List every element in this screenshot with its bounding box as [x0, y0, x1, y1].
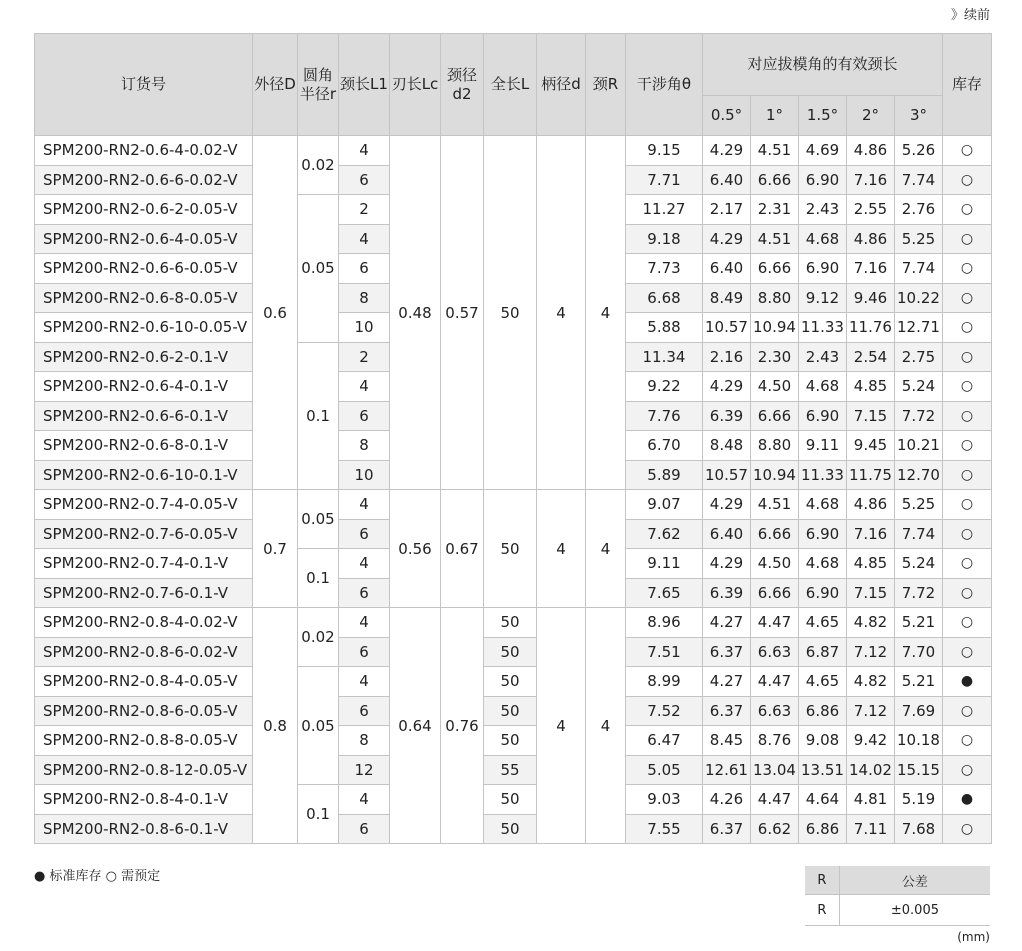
- neck-length: 6: [339, 401, 390, 431]
- neck-length: 6: [339, 165, 390, 195]
- effective-length: 6.90: [799, 165, 847, 195]
- table-row: [35, 637, 992, 667]
- effective-length: 6.66: [751, 401, 799, 431]
- effective-length: 4.68: [799, 490, 847, 520]
- effective-length: 4.26: [703, 785, 751, 815]
- interference-angle: 9.15: [626, 136, 703, 166]
- effective-length: 6.90: [799, 254, 847, 284]
- effective-length: 6.90: [799, 578, 847, 608]
- table-row: [35, 136, 992, 166]
- header-outer-diameter: 外径D: [253, 34, 298, 136]
- stock-status: ○: [943, 637, 992, 667]
- effective-length: 7.12: [847, 696, 895, 726]
- stock-status: ○: [943, 224, 992, 254]
- unit-label: (mm): [957, 930, 990, 944]
- corner-radius: 0.05: [298, 490, 339, 549]
- interference-angle: 7.55: [626, 814, 703, 844]
- shank-diameter: 4: [537, 136, 586, 490]
- overall-length: 50: [484, 696, 537, 726]
- interference-angle: 11.27: [626, 195, 703, 225]
- stock-status: ○: [943, 519, 992, 549]
- effective-length: 5.24: [895, 549, 943, 579]
- effective-length: 9.08: [799, 726, 847, 756]
- effective-length: 2.43: [799, 342, 847, 372]
- effective-length: 5.26: [895, 136, 943, 166]
- stock-status: ○: [943, 431, 992, 461]
- effective-length: 6.66: [751, 254, 799, 284]
- part-number: SPM200-RN2-0.6-10-0.1-V: [35, 460, 253, 490]
- interference-angle: 6.47: [626, 726, 703, 756]
- stock-status: ○: [943, 549, 992, 579]
- stock-status: ○: [943, 283, 992, 313]
- header-angle-3: 3°: [895, 96, 943, 136]
- effective-length: 7.68: [895, 814, 943, 844]
- effective-length: 4.85: [847, 372, 895, 402]
- header-angle-1.5: 1.5°: [799, 96, 847, 136]
- tolerance-header-r: R: [805, 866, 839, 895]
- neck-length: 8: [339, 283, 390, 313]
- product-table-body: [35, 136, 992, 844]
- header-flute-length: 刃长Lc: [390, 34, 441, 136]
- effective-length: 6.86: [799, 696, 847, 726]
- effective-length: 6.87: [799, 637, 847, 667]
- part-number: SPM200-RN2-0.8-6-0.02-V: [35, 637, 253, 667]
- effective-length: 11.75: [847, 460, 895, 490]
- header-effective-length: 对应拔模角的有效颈长: [703, 34, 943, 96]
- effective-length: 7.72: [895, 578, 943, 608]
- neck-r: 4: [586, 490, 626, 608]
- effective-length: 7.15: [847, 578, 895, 608]
- header-angle-0.5: 0.5°: [703, 96, 751, 136]
- neck-length: 4: [339, 136, 390, 166]
- interference-angle: 11.34: [626, 342, 703, 372]
- part-number: SPM200-RN2-0.6-2-0.1-V: [35, 342, 253, 372]
- effective-length: 5.21: [895, 608, 943, 638]
- neck-length: 2: [339, 195, 390, 225]
- effective-length: 2.75: [895, 342, 943, 372]
- stock-status: ○: [943, 608, 992, 638]
- effective-length: 4.29: [703, 549, 751, 579]
- effective-length: 4.86: [847, 224, 895, 254]
- interference-angle: 9.11: [626, 549, 703, 579]
- header-interference-angle: 干涉角θ: [626, 34, 703, 136]
- part-number: SPM200-RN2-0.6-2-0.05-V: [35, 195, 253, 225]
- effective-length: 2.30: [751, 342, 799, 372]
- effective-length: 2.76: [895, 195, 943, 225]
- effective-length: 4.65: [799, 667, 847, 697]
- effective-length: 2.16: [703, 342, 751, 372]
- stock-status: ○: [943, 372, 992, 402]
- interference-angle: 7.71: [626, 165, 703, 195]
- corner-radius: 0.1: [298, 549, 339, 608]
- effective-length: 4.29: [703, 224, 751, 254]
- effective-length: 6.86: [799, 814, 847, 844]
- effective-length: 8.49: [703, 283, 751, 313]
- effective-length: 10.22: [895, 283, 943, 313]
- outer-diameter: 0.6: [253, 136, 298, 490]
- neck-length: 4: [339, 549, 390, 579]
- effective-length: 4.81: [847, 785, 895, 815]
- effective-length: 10.94: [751, 313, 799, 343]
- effective-length: 4.47: [751, 667, 799, 697]
- stock-legend: ● 标准库存 ○ 需预定: [34, 869, 161, 884]
- effective-length: 4.27: [703, 608, 751, 638]
- part-number: SPM200-RN2-0.8-6-0.05-V: [35, 696, 253, 726]
- overall-length: 50: [484, 637, 537, 667]
- stock-status: ○: [943, 401, 992, 431]
- table-row: [35, 785, 992, 815]
- neck-length: 8: [339, 726, 390, 756]
- stock-status: ○: [943, 254, 992, 284]
- part-number: SPM200-RN2-0.6-4-0.05-V: [35, 224, 253, 254]
- effective-length: 9.11: [799, 431, 847, 461]
- stock-status: ○: [943, 195, 992, 225]
- interference-angle: 7.65: [626, 578, 703, 608]
- effective-length: 6.90: [799, 401, 847, 431]
- overall-length: 50: [484, 490, 537, 608]
- interference-angle: 5.89: [626, 460, 703, 490]
- effective-length: 7.74: [895, 254, 943, 284]
- part-number: SPM200-RN2-0.7-4-0.05-V: [35, 490, 253, 520]
- effective-length: 8.76: [751, 726, 799, 756]
- effective-length: 6.63: [751, 696, 799, 726]
- corner-radius: 0.02: [298, 136, 339, 195]
- part-number: SPM200-RN2-0.6-4-0.02-V: [35, 136, 253, 166]
- corner-radius: 0.02: [298, 608, 339, 667]
- effective-length: 4.51: [751, 136, 799, 166]
- effective-length: 7.11: [847, 814, 895, 844]
- effective-length: 4.68: [799, 549, 847, 579]
- effective-length: 6.62: [751, 814, 799, 844]
- neck-r: 4: [586, 608, 626, 844]
- effective-length: 4.68: [799, 372, 847, 402]
- effective-length: 13.04: [751, 755, 799, 785]
- stock-status: ○: [943, 313, 992, 343]
- tolerance-header-tolerance: 公差: [839, 866, 990, 895]
- header-stock: 库存: [943, 34, 992, 136]
- stock-status: ○: [943, 165, 992, 195]
- table-row: [35, 696, 992, 726]
- effective-length: 12.70: [895, 460, 943, 490]
- outer-diameter: 0.8: [253, 608, 298, 844]
- effective-length: 11.33: [799, 313, 847, 343]
- effective-length: 4.29: [703, 490, 751, 520]
- overall-length: 50: [484, 667, 537, 697]
- table-row: [35, 667, 992, 697]
- neck-length: 4: [339, 490, 390, 520]
- neck-length: 12: [339, 755, 390, 785]
- effective-length: 9.45: [847, 431, 895, 461]
- flute-length: 0.64: [390, 608, 441, 844]
- table-row: [35, 490, 992, 520]
- interference-angle: 6.68: [626, 283, 703, 313]
- part-number: SPM200-RN2-0.6-8-0.1-V: [35, 431, 253, 461]
- stock-status: ●: [943, 667, 992, 697]
- effective-length: 4.82: [847, 667, 895, 697]
- part-number: SPM200-RN2-0.8-4-0.05-V: [35, 667, 253, 697]
- neck-length: 6: [339, 696, 390, 726]
- effective-length: 7.12: [847, 637, 895, 667]
- interference-angle: 9.18: [626, 224, 703, 254]
- effective-length: 8.80: [751, 431, 799, 461]
- effective-length: 12.71: [895, 313, 943, 343]
- interference-angle: 7.73: [626, 254, 703, 284]
- effective-length: 8.80: [751, 283, 799, 313]
- tolerance-cell-r: R: [805, 895, 839, 926]
- effective-length: 13.51: [799, 755, 847, 785]
- neck-length: 4: [339, 667, 390, 697]
- part-number: SPM200-RN2-0.7-6-0.1-V: [35, 578, 253, 608]
- corner-radius: 0.1: [298, 342, 339, 490]
- part-number: SPM200-RN2-0.7-4-0.1-V: [35, 549, 253, 579]
- neck-length: 6: [339, 814, 390, 844]
- overall-length: 50: [484, 785, 537, 815]
- stock-status: ●: [943, 785, 992, 815]
- effective-length: 9.42: [847, 726, 895, 756]
- neck-length: 10: [339, 313, 390, 343]
- effective-length: 4.85: [847, 549, 895, 579]
- effective-length: 4.29: [703, 136, 751, 166]
- part-number: SPM200-RN2-0.7-6-0.05-V: [35, 519, 253, 549]
- part-number: SPM200-RN2-0.6-10-0.05-V: [35, 313, 253, 343]
- product-table: [34, 33, 992, 844]
- neck-diameter: 0.76: [441, 608, 484, 844]
- interference-angle: 7.62: [626, 519, 703, 549]
- neck-length: 6: [339, 254, 390, 284]
- neck-length: 4: [339, 608, 390, 638]
- corner-radius: 0.05: [298, 195, 339, 343]
- interference-angle: 7.51: [626, 637, 703, 667]
- effective-length: 9.46: [847, 283, 895, 313]
- interference-angle: 5.88: [626, 313, 703, 343]
- interference-angle: 7.52: [626, 696, 703, 726]
- interference-angle: 8.99: [626, 667, 703, 697]
- effective-length: 7.16: [847, 254, 895, 284]
- effective-length: 6.66: [751, 519, 799, 549]
- tolerance-cell-value: ±0.005: [839, 895, 990, 926]
- stock-status: ○: [943, 726, 992, 756]
- neck-diameter: 0.57: [441, 136, 484, 490]
- effective-length: 5.21: [895, 667, 943, 697]
- corner-radius: 0.1: [298, 785, 339, 844]
- interference-angle: 6.70: [626, 431, 703, 461]
- effective-length: 4.64: [799, 785, 847, 815]
- flute-length: 0.48: [390, 136, 441, 490]
- interference-angle: 7.76: [626, 401, 703, 431]
- part-number: SPM200-RN2-0.6-6-0.1-V: [35, 401, 253, 431]
- effective-length: 7.70: [895, 637, 943, 667]
- stock-status: ○: [943, 490, 992, 520]
- effective-length: 4.47: [751, 785, 799, 815]
- flute-length: 0.56: [390, 490, 441, 608]
- overall-length: 55: [484, 755, 537, 785]
- continued-note: 》续前: [950, 8, 990, 23]
- effective-length: 4.82: [847, 608, 895, 638]
- interference-angle: 9.03: [626, 785, 703, 815]
- effective-length: 4.69: [799, 136, 847, 166]
- shank-diameter: 4: [537, 490, 586, 608]
- header-neck-diameter: 颈径d2: [441, 34, 484, 136]
- effective-length: 5.25: [895, 490, 943, 520]
- effective-length: 4.50: [751, 372, 799, 402]
- effective-length: 6.66: [751, 578, 799, 608]
- neck-r: 4: [586, 136, 626, 490]
- effective-length: 6.37: [703, 637, 751, 667]
- header-neck-r: 颈R: [586, 34, 626, 136]
- part-number: SPM200-RN2-0.8-8-0.05-V: [35, 726, 253, 756]
- stock-status: ○: [943, 755, 992, 785]
- effective-length: 2.55: [847, 195, 895, 225]
- table-row: [35, 608, 992, 638]
- effective-length: 4.68: [799, 224, 847, 254]
- neck-length: 4: [339, 224, 390, 254]
- part-number: SPM200-RN2-0.6-8-0.05-V: [35, 283, 253, 313]
- effective-length: 4.47: [751, 608, 799, 638]
- part-number: SPM200-RN2-0.6-6-0.05-V: [35, 254, 253, 284]
- effective-length: 8.45: [703, 726, 751, 756]
- effective-length: 6.39: [703, 578, 751, 608]
- effective-length: 15.15: [895, 755, 943, 785]
- stock-status: ○: [943, 814, 992, 844]
- neck-length: 2: [339, 342, 390, 372]
- header-angle-2: 2°: [847, 96, 895, 136]
- shank-diameter: 4: [537, 608, 586, 844]
- effective-length: 4.65: [799, 608, 847, 638]
- effective-length: 10.21: [895, 431, 943, 461]
- effective-length: 6.90: [799, 519, 847, 549]
- header-shank-diameter: 柄径d: [537, 34, 586, 136]
- interference-angle: 9.07: [626, 490, 703, 520]
- effective-length: 9.12: [799, 283, 847, 313]
- effective-length: 4.50: [751, 549, 799, 579]
- effective-length: 2.54: [847, 342, 895, 372]
- effective-length: 6.63: [751, 637, 799, 667]
- overall-length: 50: [484, 726, 537, 756]
- effective-length: 10.57: [703, 313, 751, 343]
- effective-length: 8.48: [703, 431, 751, 461]
- stock-status: ○: [943, 578, 992, 608]
- tolerance-table: [805, 866, 990, 926]
- effective-length: 6.66: [751, 165, 799, 195]
- overall-length: 50: [484, 814, 537, 844]
- stock-status: ○: [943, 696, 992, 726]
- neck-length: 4: [339, 785, 390, 815]
- header-corner-radius: 圆角半径r: [298, 34, 339, 136]
- effective-length: 6.37: [703, 814, 751, 844]
- neck-length: 8: [339, 431, 390, 461]
- effective-length: 10.18: [895, 726, 943, 756]
- part-number: SPM200-RN2-0.8-6-0.1-V: [35, 814, 253, 844]
- interference-angle: 9.22: [626, 372, 703, 402]
- effective-length: 4.51: [751, 224, 799, 254]
- effective-length: 6.39: [703, 401, 751, 431]
- effective-length: 4.29: [703, 372, 751, 402]
- part-number: SPM200-RN2-0.6-6-0.02-V: [35, 165, 253, 195]
- effective-length: 11.76: [847, 313, 895, 343]
- effective-length: 11.33: [799, 460, 847, 490]
- effective-length: 10.94: [751, 460, 799, 490]
- part-number: SPM200-RN2-0.8-12-0.05-V: [35, 755, 253, 785]
- outer-diameter: 0.7: [253, 490, 298, 608]
- effective-length: 4.86: [847, 136, 895, 166]
- effective-length: 4.27: [703, 667, 751, 697]
- effective-length: 10.57: [703, 460, 751, 490]
- effective-length: 6.40: [703, 254, 751, 284]
- effective-length: 4.51: [751, 490, 799, 520]
- table-row: [35, 755, 992, 785]
- effective-length: 6.40: [703, 165, 751, 195]
- table-row: [35, 814, 992, 844]
- effective-length: 12.61: [703, 755, 751, 785]
- neck-length: 10: [339, 460, 390, 490]
- effective-length: 7.69: [895, 696, 943, 726]
- effective-length: 7.15: [847, 401, 895, 431]
- interference-angle: 5.05: [626, 755, 703, 785]
- table-row: [35, 726, 992, 756]
- header-angle-1: 1°: [751, 96, 799, 136]
- header-overall-length: 全长L: [484, 34, 537, 136]
- neck-length: 6: [339, 519, 390, 549]
- interference-angle: 8.96: [626, 608, 703, 638]
- effective-length: 7.16: [847, 165, 895, 195]
- corner-radius: 0.05: [298, 667, 339, 785]
- effective-length: 7.16: [847, 519, 895, 549]
- effective-length: 2.17: [703, 195, 751, 225]
- neck-length: 6: [339, 637, 390, 667]
- part-number: SPM200-RN2-0.8-4-0.1-V: [35, 785, 253, 815]
- effective-length: 5.24: [895, 372, 943, 402]
- effective-length: 5.25: [895, 224, 943, 254]
- neck-diameter: 0.67: [441, 490, 484, 608]
- effective-length: 2.31: [751, 195, 799, 225]
- effective-length: 2.43: [799, 195, 847, 225]
- stock-status: ○: [943, 342, 992, 372]
- effective-length: 6.37: [703, 696, 751, 726]
- neck-length: 4: [339, 372, 390, 402]
- effective-length: 4.86: [847, 490, 895, 520]
- effective-length: 7.74: [895, 519, 943, 549]
- stock-status: ○: [943, 460, 992, 490]
- effective-length: 7.72: [895, 401, 943, 431]
- header-part: 订货号: [35, 34, 253, 136]
- effective-length: 7.74: [895, 165, 943, 195]
- part-number: SPM200-RN2-0.6-4-0.1-V: [35, 372, 253, 402]
- effective-length: 5.19: [895, 785, 943, 815]
- neck-length: 6: [339, 578, 390, 608]
- part-number: SPM200-RN2-0.8-4-0.02-V: [35, 608, 253, 638]
- header-neck-length: 颈长L1: [339, 34, 390, 136]
- effective-length: 14.02: [847, 755, 895, 785]
- overall-length: 50: [484, 608, 537, 638]
- overall-length: 50: [484, 136, 537, 490]
- effective-length: 6.40: [703, 519, 751, 549]
- stock-status: ○: [943, 136, 992, 166]
